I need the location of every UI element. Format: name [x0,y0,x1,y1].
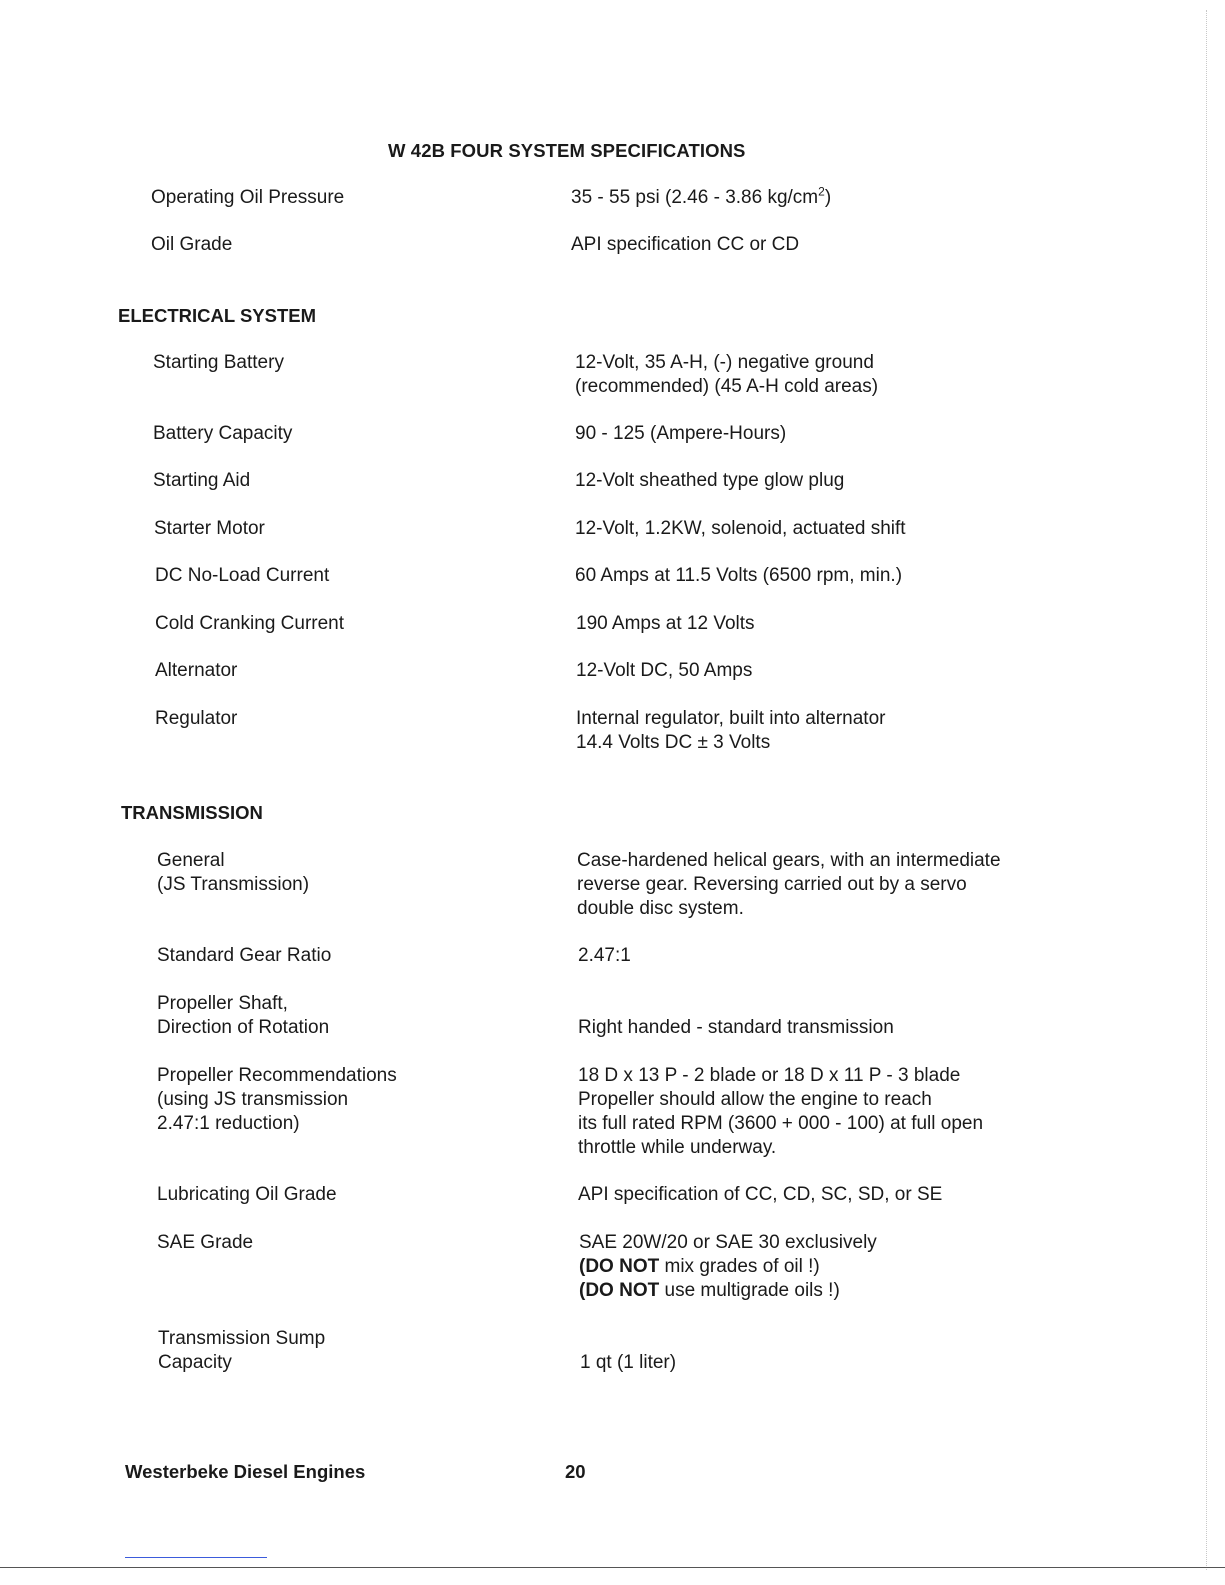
spec-label: Propeller Shaft, Direction of Rotation [157,993,330,1038]
spec-label: SAE Grade [157,1232,254,1253]
spec-value: 90 - 125 (Ampere-Hours) [575,423,787,444]
spec-value: 2.47:1 [578,945,631,966]
spec-label: Starter Motor [154,518,265,539]
section-heading-electrical: ELECTRICAL SYSTEM [118,305,317,326]
spec-value: 12-Volt DC, 50 Amps [576,660,753,681]
spec-label: Starting Battery [153,352,284,373]
spec-label: Alternator [155,660,238,681]
spec-value: 35 - 55 psi (2.46 - 3.86 $kg/cm^2$) [571,184,832,208]
spec-value: Right handed - standard transmission [578,1017,894,1038]
spec-label: Standard Gear Ratio [157,945,332,966]
spec-value: 18 D x 13 P - 2 blade or 18 D x 11 P - 3 blade Propeller should allow the engine to reach its full rated RPM (3600 + 000 - 100) at full open throttle while underway. [578,1065,984,1158]
spec-value: Internal regulator, built into alternator 14.4 Volts DC ± 3 Volts [576,708,886,753]
spec-value: SAE 20W/20 or SAE 30 exclusively (DO NOT mix grades of oil !) (DO NOT use multigrade oils !) [579,1231,1039,1303]
warning-line: (DO NOT mix grades of oil !) [579,1256,820,1277]
spec-value: 12-Volt, 1.2KW, solenoid, actuated shift [575,518,906,539]
spec-value: 12-Volt sheathed type glow plug [575,470,845,491]
spec-label: Cold Cranking Current [155,613,345,634]
spec-label: Propeller Recommendations (using JS transmission 2.47:1 reduction) [157,1065,397,1134]
spec-label: DC No-Load Current [155,565,330,586]
page-title: W 42B FOUR SYSTEM SPECIFICATIONS [388,140,746,161]
spec-value: API specification of CC, CD, SC, SD, or SE [578,1184,943,1205]
spec-label: General (JS Transmission) [157,850,310,895]
section-heading-transmission: TRANSMISSION [121,802,263,823]
spec-value: Case-hardened helical gears, with an intermediate reverse gear. Reversing carried out by a servo double disc system. [577,850,1001,919]
spec-value: API specification CC or CD [571,234,800,255]
spec-value: 1 qt (1 liter) [580,1352,677,1373]
spec-label: Lubricating Oil Grade [157,1184,337,1205]
spec-label: Regulator [155,708,238,729]
spec-value: 190 Amps at 12 Volts [576,613,755,634]
page-number: 20 [565,1461,586,1482]
bottom-rule [0,1567,1225,1568]
spec-label: Transmission Sump Capacity [158,1328,326,1373]
spec-value: 60 Amps at 11.5 Volts (6500 rpm, min.) [575,565,903,586]
spec-label: Starting Aid [153,470,251,491]
bottom-link-underline [125,1557,267,1558]
spec-label: Operating Oil Pressure [151,187,345,208]
spec-label: Battery Capacity [153,423,293,444]
footer-publisher: Westerbeke Diesel Engines [125,1461,366,1482]
scan-edge [1205,10,1207,1570]
warning-line: (DO NOT use multigrade oils !) [579,1280,840,1301]
spec-label: Oil Grade [151,234,233,255]
spec-value: 12-Volt, 35 A-H, (-) negative ground (recommended) (45 A-H cold areas) [575,352,879,397]
